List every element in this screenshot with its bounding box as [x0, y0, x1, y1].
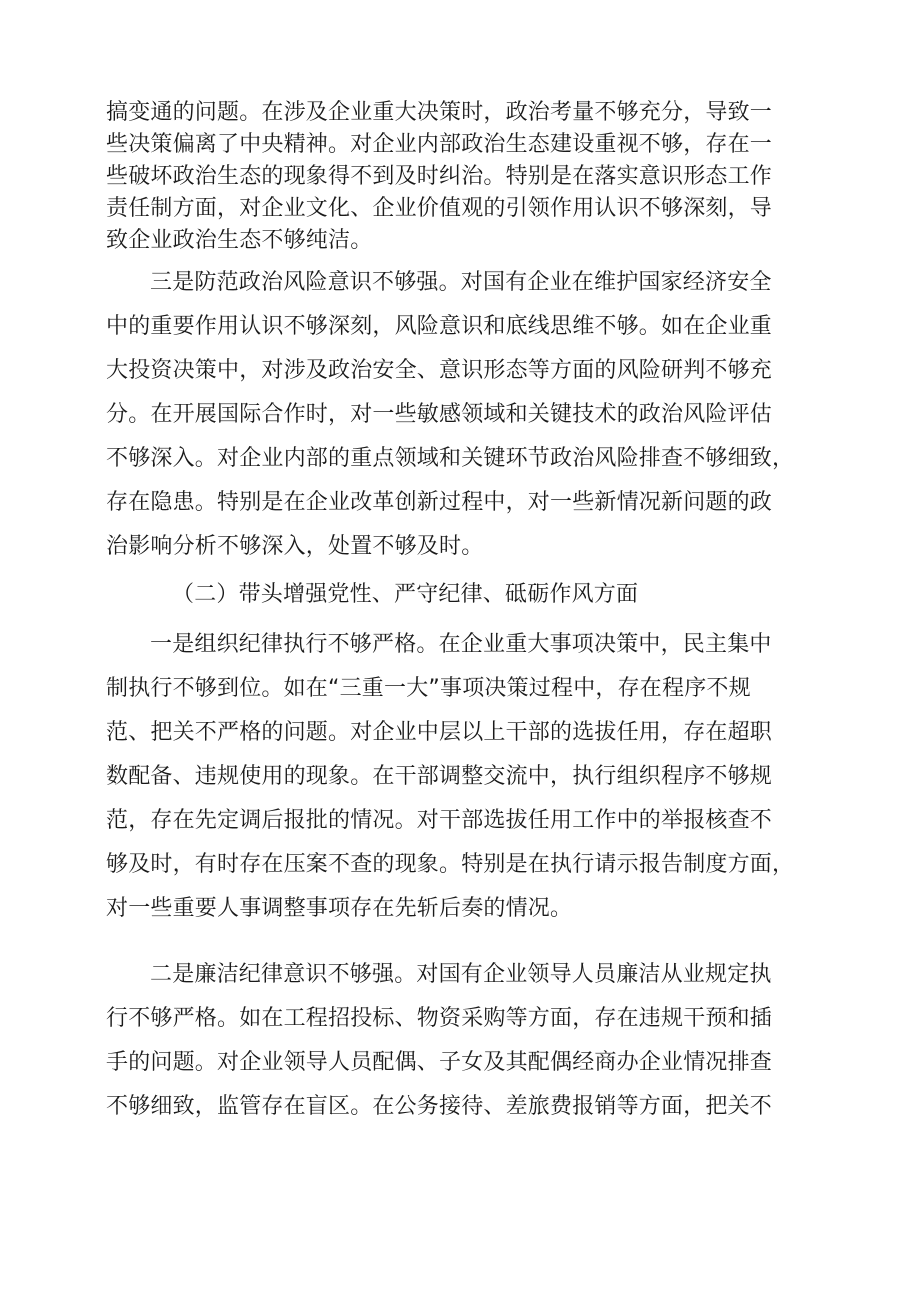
text-line: 够及时，有时存在压案不查的现象。特别是在执行请示报告制度方面，	[106, 852, 795, 877]
text-line: 分。在开展国际合作时，对一些敏感领域和关键技术的政治风险评估	[106, 402, 773, 427]
text-line: 手的问题。对企业领导人员配偶、子女及其配偶经商办企业情况排查	[106, 1050, 773, 1075]
text-line: 对一些重要人事调整事项存在先斩后奏的情况。	[106, 896, 573, 921]
text-line: 范、把关不严格的问题。对企业中层以上干部的选拔任用，存在超职	[106, 720, 773, 745]
text-line: 些决策偏离了中央精神。对企业内部政治生态建设重视不够，存在一	[106, 132, 773, 157]
text-line: 范，存在先定调后报批的情况。对干部选拔任用工作中的举报核查不	[106, 808, 773, 833]
text-line: 行不够严格。如在工程招投标、物资采购等方面，存在违规干预和插	[106, 1006, 773, 1031]
text-line: 搞变通的问题。在涉及企业重大决策时，政治考量不够充分，导致一	[106, 100, 773, 125]
text-line: 二是廉洁纪律意识不够强。对国有企业领导人员廉洁从业规定执	[150, 962, 772, 987]
text-line: 责任制方面，对企业文化、企业价值观的引领作用认识不够深刻，导	[106, 196, 773, 221]
text-line: 数配备、违规使用的现象。在干部调整交流中，执行组织程序不够规	[106, 764, 773, 789]
text-line: 中的重要作用认识不够深刻，风险意识和底线思维不够。如在企业重	[106, 314, 773, 339]
text-line: 三是防范政治风险意识不够强。对国有企业在维护国家经济安全	[150, 270, 772, 295]
text-line: 存在隐患。特别是在企业改革创新过程中，对一些新情况新问题的政	[106, 490, 773, 515]
text-line: 治影响分析不够深入，处置不够及时。	[106, 534, 484, 559]
text-line: 制执行不够到位。如在“三重一大”事项决策过程中，存在程序不规	[106, 676, 751, 701]
text-line: 些破坏政治生态的现象得不到及时纠治。特别是在落实意识形态工作	[106, 164, 773, 189]
section-heading: （二）带头增强党性、严守纪律、砥砺作风方面	[172, 582, 639, 607]
text-line: 致企业政治生态不够纯洁。	[106, 228, 373, 253]
text-line: 大投资决策中，对涉及政治安全、意识形态等方面的风险研判不够充	[106, 358, 773, 383]
text-line: 不够细致，监管存在盲区。在公务接待、差旅费报销等方面，把关不	[106, 1094, 773, 1119]
text-line: 不够深入。对企业内部的重点领域和关键环节政治风险排查不够细致，	[106, 446, 795, 471]
text-line: 一是组织纪律执行不够严格。在企业重大事项决策中，民主集中	[150, 632, 772, 657]
